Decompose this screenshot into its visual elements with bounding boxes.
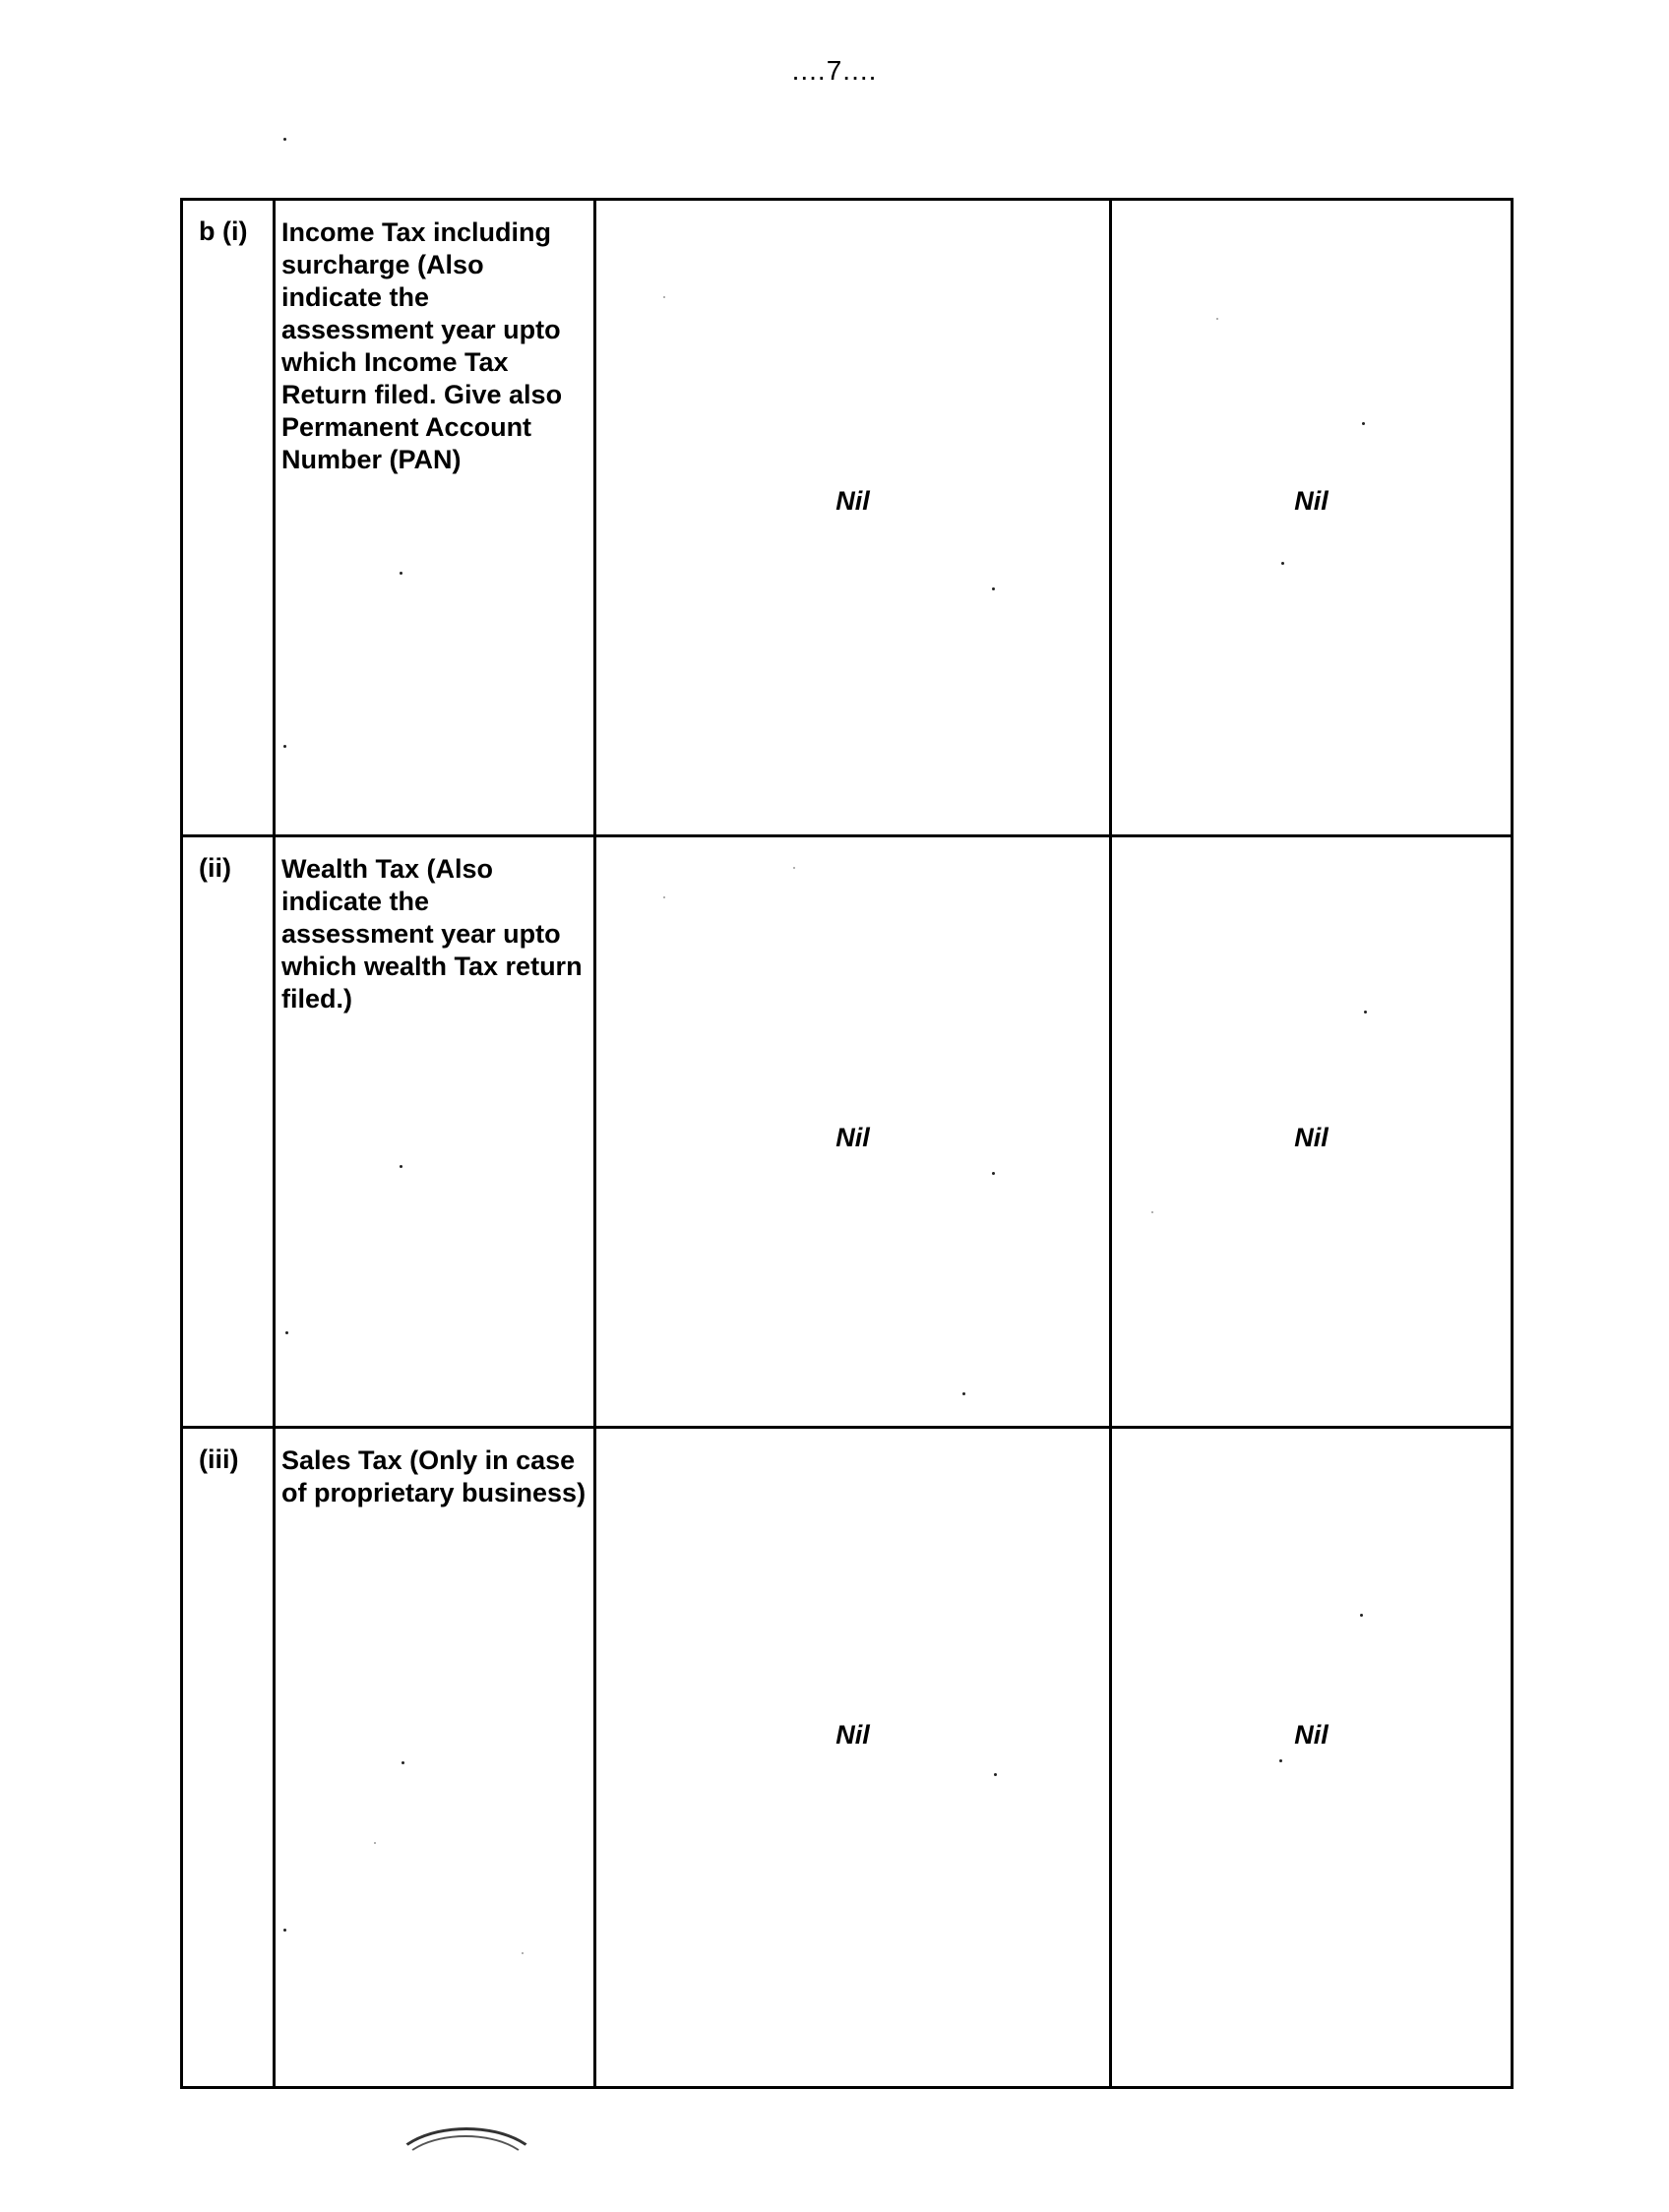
value-text: Nil bbox=[1294, 486, 1329, 516]
item-description: Wealth Tax (Also indicate the assessment year upto which wealth Tax return filed.) bbox=[281, 854, 583, 1014]
table-row bbox=[182, 200, 1513, 836]
stray-mark bbox=[522, 1952, 524, 1954]
value-cell bbox=[595, 200, 1111, 836]
stray-mark bbox=[283, 745, 286, 748]
stray-mark bbox=[285, 1331, 288, 1334]
stray-mark bbox=[1216, 318, 1218, 320]
stray-mark bbox=[992, 587, 995, 590]
table-row bbox=[182, 836, 1513, 1428]
stray-mark bbox=[283, 138, 286, 141]
item-number-cell bbox=[182, 1428, 275, 2088]
value-cell bbox=[1111, 200, 1513, 836]
stray-mark bbox=[1151, 1211, 1153, 1213]
stray-mark bbox=[374, 1842, 376, 1844]
stray-mark bbox=[402, 1761, 404, 1764]
stray-mark bbox=[1362, 422, 1365, 425]
stray-mark bbox=[663, 296, 665, 298]
item-number-cell bbox=[182, 836, 275, 1428]
stray-mark bbox=[992, 1172, 995, 1175]
item-description: Sales Tax (Only in case of proprietary business) bbox=[281, 1445, 587, 1507]
value-text: Nil bbox=[835, 1720, 870, 1750]
stray-mark bbox=[793, 867, 795, 869]
value-cell bbox=[595, 1428, 1111, 2088]
stray-mark bbox=[283, 1929, 286, 1932]
tax-details-table bbox=[180, 198, 1514, 2089]
stray-mark bbox=[400, 1165, 402, 1168]
table-row bbox=[182, 1428, 1513, 2088]
value-cell bbox=[1111, 836, 1513, 1428]
stray-mark bbox=[1279, 1759, 1282, 1762]
item-number: b (i) bbox=[199, 216, 248, 246]
stray-mark bbox=[1360, 1614, 1363, 1617]
value-text: Nil bbox=[1294, 1720, 1329, 1750]
item-number-cell bbox=[182, 200, 275, 836]
stray-mark bbox=[663, 896, 665, 898]
stray-mark bbox=[1281, 562, 1284, 565]
seal-stamp-edge bbox=[398, 2135, 533, 2208]
stray-mark bbox=[400, 572, 402, 575]
value-cell bbox=[595, 836, 1111, 1428]
description-cell bbox=[275, 1428, 595, 2088]
stray-mark bbox=[994, 1773, 997, 1776]
description-cell bbox=[275, 836, 595, 1428]
item-number: (iii) bbox=[199, 1444, 239, 1474]
value-cell bbox=[1111, 1428, 1513, 2088]
description-cell bbox=[275, 200, 595, 836]
item-description: Income Tax including surcharge (Also indicate the assessment year upto which Income Tax Return filed. Give also Permanent Account Number (PAN) bbox=[281, 217, 563, 474]
item-number: (ii) bbox=[199, 853, 231, 883]
value-text: Nil bbox=[835, 486, 870, 516]
stray-mark bbox=[1364, 1011, 1367, 1014]
stray-mark bbox=[962, 1392, 965, 1395]
page-number: ....7.... bbox=[791, 55, 878, 86]
value-text: Nil bbox=[835, 1123, 870, 1152]
value-text: Nil bbox=[1294, 1123, 1329, 1152]
